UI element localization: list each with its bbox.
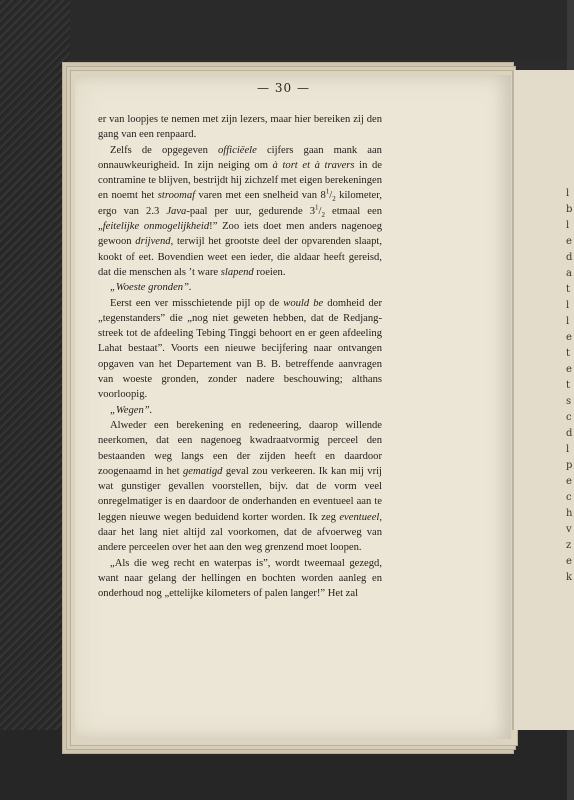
facing-page-letter: l — [566, 220, 570, 231]
section-heading — [98, 403, 382, 418]
text-run: , terwijl het grootste deel der opvarenden slaapt, kookt of eet. Bovendien weet een ieder, die aldaar heeft gereisd, dat die menschen als ’t ware — [98, 236, 382, 278]
paragraph — [98, 296, 382, 403]
facing-page-letter: v — [566, 524, 572, 535]
text-run: / — [329, 190, 333, 202]
text-run: geval zou verkeeren. Ik kan mij vrij wat gunstiger gevallen voorstellen, bijv. dat de vorm veel onregelmatiger is en daardoor de onderhanden en eventueel aan te leggen nieuwe wegen beduidend korter worden. Ik zeg — [98, 465, 382, 523]
fraction-part: 2 — [321, 210, 325, 219]
text-run: Zelfs de opgegeven — [110, 144, 218, 156]
fraction-part: 1 — [315, 203, 319, 212]
fraction-part: 2 — [332, 195, 336, 204]
facing-page-letter: b — [566, 204, 573, 215]
facing-page-letter: d — [566, 428, 573, 439]
text-run: er van loopjes te nemen met zijn lezers, maar hier bereiken zij den gang van een renpaard. — [98, 114, 382, 141]
text-run: in de contramine te blijven, bestrijdt hij zichzelf met eigen berekeningen en noemt het — [98, 159, 382, 202]
paragraph — [98, 556, 382, 602]
facing-page-letter: h — [566, 508, 573, 519]
facing-page-letter: z — [566, 540, 572, 551]
text-run: domheid der „tegenstanders” die „nog niet geweten hebben, dat de Redjang-streek tot de afdeeling Tebing Tinggi behoort en er geen afdeeling Lahat bestaat”. Voorts een nieuwe becijfering naar ontvangen opgaven van het Departement van B. B. betreffende aanvragen van woeste gronden, zonder nadere beschouwing; althans voorloopig. — [98, 297, 382, 401]
facing-page-letter: e — [566, 364, 572, 375]
facing-page-letter: t — [566, 380, 571, 391]
facing-page-letter: l — [566, 316, 570, 327]
text-run: -paal per uur, gedurende 3 — [186, 205, 315, 217]
section-heading — [98, 280, 382, 295]
italic-text: à tort et à travers — [272, 159, 355, 171]
facing-page-letter: p — [566, 460, 573, 471]
facing-page-letter: c — [566, 492, 572, 503]
facing-page-letter: e — [566, 332, 572, 343]
text-run: / — [318, 205, 322, 217]
text-run: „Woeste gronden”. — [110, 282, 192, 294]
italic-text: stroomaf — [157, 190, 196, 202]
facing-page-letter: l — [566, 188, 570, 199]
text-run: !” Zoo iets doet men anders nagenoeg gewoon — [98, 221, 382, 248]
facing-page-letter: e — [566, 236, 572, 247]
italic-text: slapend — [220, 266, 254, 278]
italic-text: feitelijke onmogelijkheid — [102, 221, 210, 233]
facing-page-letter: s — [566, 396, 572, 407]
facing-page-letter: a — [566, 268, 572, 279]
text-run: , daar het lang niet altijd zal voorkomen, dat de afvoerweg van andere perceelen over het aan den weg grenzend moet loopen. — [98, 511, 382, 554]
text-run: Eerst een ver misschietende pijl op de — [110, 297, 284, 309]
text-run: varen met een snelheid van 8 — [195, 190, 326, 202]
text-run: kilometer, ergo van 2.3 — [98, 190, 383, 217]
cover-top — [0, 0, 567, 60]
facing-page-letter: t — [566, 284, 571, 295]
italic-text: gematigd — [183, 465, 223, 477]
paragraph — [98, 112, 382, 143]
facing-page-letter: c — [566, 412, 572, 423]
italic-text: Java — [166, 205, 187, 217]
paragraph — [98, 418, 382, 556]
italic-text: officiëele — [218, 144, 257, 156]
fraction-part: 1 — [325, 187, 330, 196]
facing-page-letter: k — [566, 572, 573, 583]
page-number: — 30 — — [257, 81, 310, 95]
text-run: „Als die weg recht en waterpas is”, wordt tweemaal gezegd, want naar gelang der hellingen en bochten worden aanleg en onderhoud nog „ettelijke kilometers of palen langer!” Het zal — [98, 557, 382, 600]
page-body-text — [98, 112, 382, 602]
text-run: roeien. — [253, 266, 286, 278]
facing-page-letter: d — [566, 252, 573, 263]
cover-board-left — [0, 0, 70, 800]
text-run: „Wegen”. — [110, 404, 153, 416]
italic-text: would be — [283, 297, 324, 309]
facing-page-letter: l — [566, 300, 570, 311]
italic-text: drijvend — [135, 236, 171, 248]
facing-page-letter: e — [566, 476, 572, 487]
text-run: etmaal een „ — [98, 205, 382, 233]
text-run: Alweder een berekening en redeneering, daarop willende neerkomen, dat een nagenoeg kwadraatvormig perceel den bestaanden weg langs een der zijden heeft en daardoor zoogenaamd in het — [98, 419, 382, 477]
facing-page-letter: t — [566, 348, 571, 359]
facing-page-edge — [512, 70, 574, 730]
text-run: cijfers gaan mank aan onnauwkeurigheid. In zijn neiging om — [98, 144, 382, 171]
paragraph — [98, 143, 382, 281]
italic-text: eventueel — [339, 511, 380, 523]
facing-page-letter: e — [566, 556, 572, 567]
facing-page-letter: l — [566, 444, 570, 455]
